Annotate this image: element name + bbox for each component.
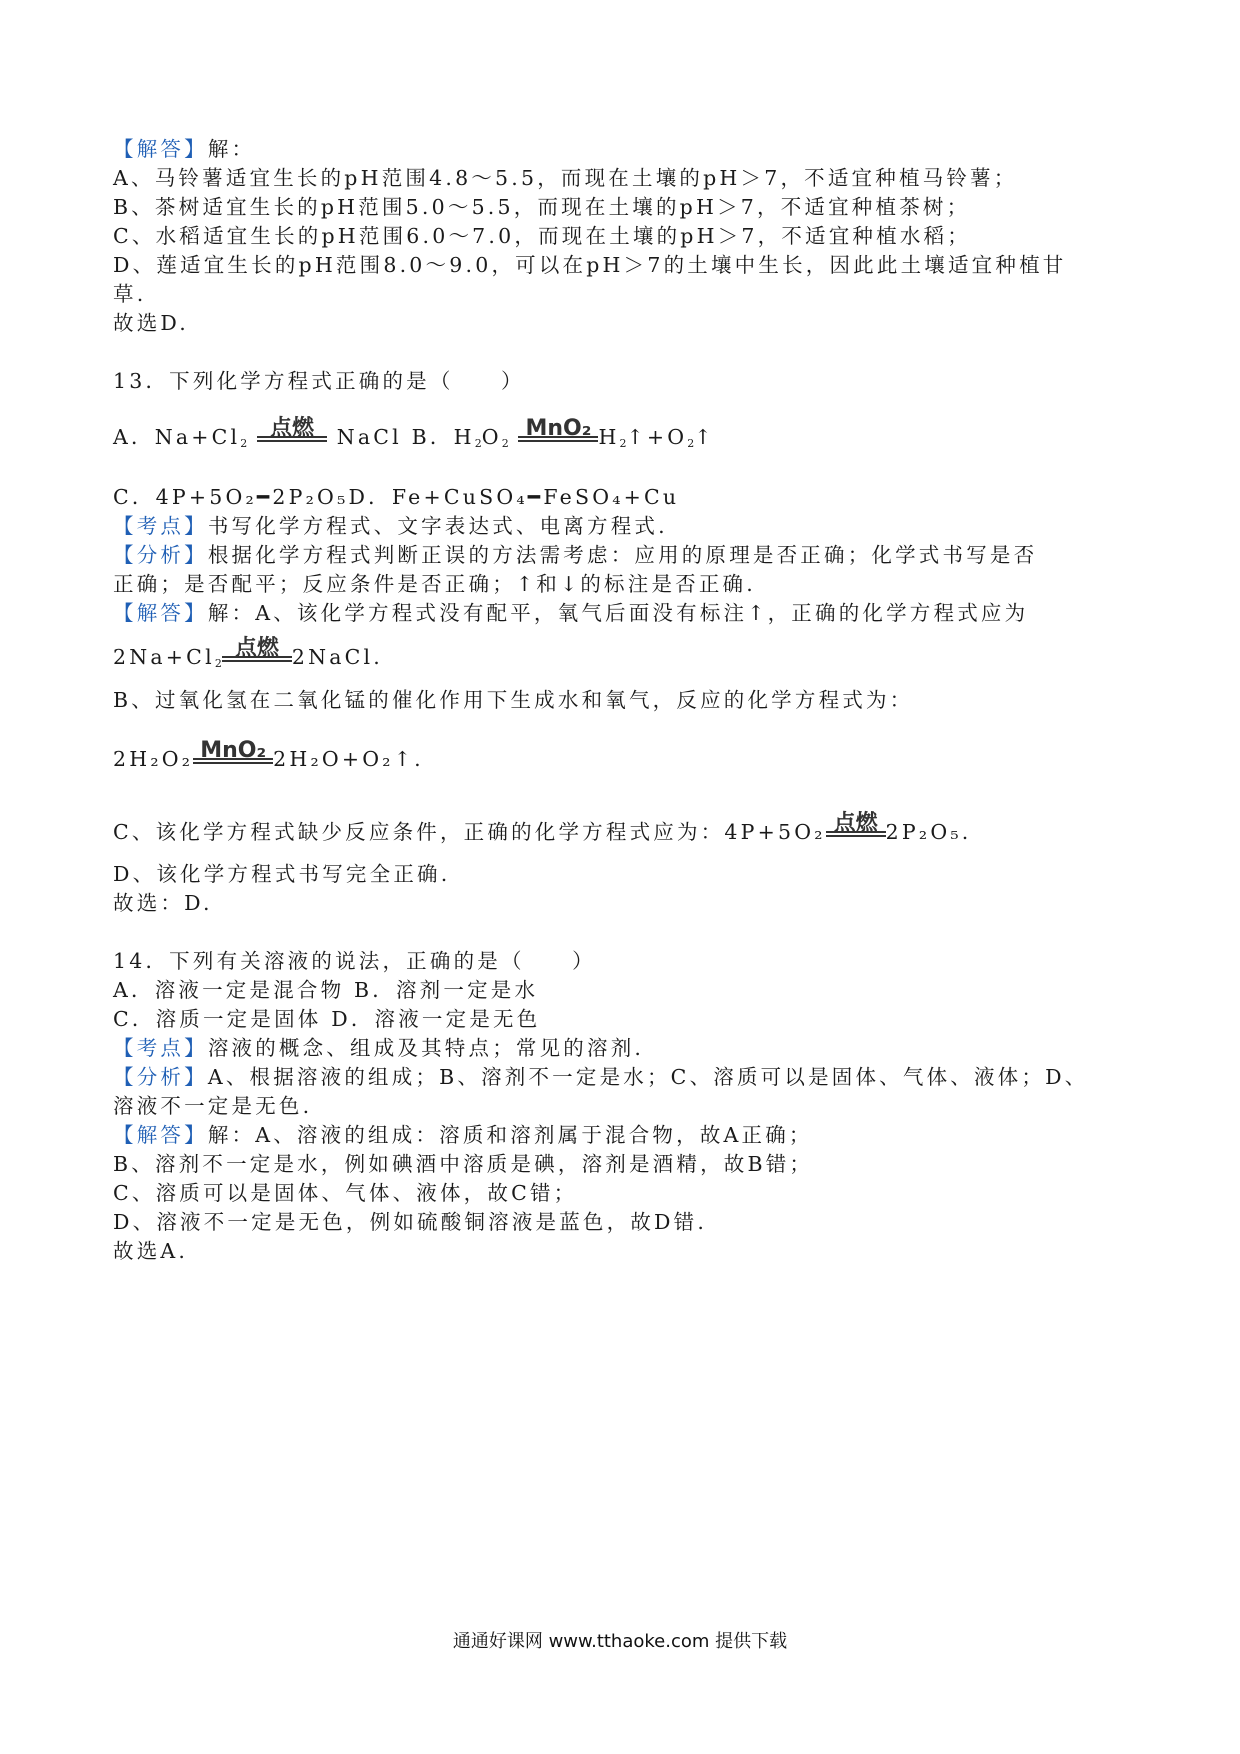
line-c-pre: C、该化学方程式缺少反应条件，正确的化学方程式应为：4P+5O₂: [113, 820, 826, 844]
q13-eq-b: [113, 738, 424, 774]
jieda-text: 解：A、溶液的组成：溶质和溶剂属于混合物，故A正确；: [207, 1123, 813, 1147]
q13-opt-b-arrow: ↑: [694, 425, 715, 449]
condition-label: MnO₂: [200, 738, 267, 763]
footer-source: 通通好课网 www.tthaoke.com 提供下载: [452, 1631, 788, 1652]
q13-options-cd: C．4P+5O₂━2P₂O₅D．Fe+CuSO₄━FeSO₄+Cu: [113, 485, 680, 509]
q14-kaodian: [113, 1033, 644, 1063]
q12-line-d2: 草.: [113, 282, 147, 306]
q13-kaodian: [113, 511, 668, 541]
q12-line-a: A、马铃薯适宜生长的pH范围4.8～5.5，而现在土壤的pH＞7，不适宜种植马铃薯；: [113, 166, 1018, 190]
q14-options-ab: A．溶液一定是混合物 B．溶剂一定是水: [113, 978, 539, 1002]
q13-opt-b-o: O: [481, 425, 502, 449]
q12-answer-line: [113, 134, 255, 164]
q13-fenxi1: [113, 540, 1037, 570]
q13-question: 13．下列化学方程式正确的是（ ）: [113, 369, 525, 393]
answer-tag: 【解答】: [113, 137, 208, 161]
q12-line-b: B、茶树适宜生长的pH范围5.0～5.5，而现在土壤的pH＞7，不适宜种植茶树；: [113, 195, 971, 219]
q14-conclusion: 故选A.: [113, 1239, 189, 1263]
q13-fenxi2: 正确；是否配平；反应条件是否正确；↑和↓的标注是否正确.: [113, 572, 756, 596]
q12-line-c: C、水稻适宜生长的pH范围6.0～7.0，而现在土壤的pH＞7，不适宜种植水稻；: [113, 224, 971, 248]
eq-a-post: 2NaCl.: [291, 645, 383, 669]
jieda-tag: 【解答】: [113, 601, 208, 625]
fenxi-tag: 【分析】: [113, 543, 208, 567]
eq-a-pre: 2Na+Cl: [113, 645, 215, 669]
q14-line-c: C、溶质可以是固体、气体、液体，故C错；: [113, 1181, 578, 1205]
eq-b-pre: 2H₂O₂: [113, 747, 194, 771]
q14-options-cd: C．溶质一定是固体 D．溶液一定是无色: [113, 1007, 541, 1031]
q13-opt-b-h: H: [598, 425, 620, 449]
q14-line-d: D、溶液不一定是无色，例如硫酸铜溶液是蓝色，故D错.: [113, 1210, 708, 1234]
q12-conclusion: 故选D.: [113, 311, 190, 335]
q13-conclusion: 故选：D.: [113, 891, 213, 915]
q13-line-b: B、过氧化氢在二氧化锰的催化作用下生成水和氧气，反应的化学方程式为：: [113, 688, 914, 712]
q14-fenxi1: [113, 1062, 1088, 1092]
q14-fenxi2: 溶液不一定是无色.: [113, 1094, 313, 1118]
answer-intro: 解：: [207, 137, 256, 161]
q12-line-d1: D、莲适宜生长的pH范围8.0～9.0，可以在pH＞7的土壤中生长，因此此土壤适宜种植甘: [113, 253, 1067, 277]
q13-opt-a-post: NaCl B．H: [336, 425, 475, 449]
fenxi-tag: 【分析】: [113, 1065, 208, 1089]
q13-options-ab: A．$Na+Cl_2$ 点燃 NaCl B．$H_2O_2$ MnO₂ $H_2↑+O_2↑$: [113, 416, 715, 450]
q13-jieda1: [113, 598, 1028, 628]
eq-b-post: 2H₂O+O₂↑.: [273, 747, 424, 771]
q14-jieda1: [113, 1120, 813, 1150]
condition-label: MnO₂: [525, 416, 592, 441]
q13-opt-b-mid: ↑+O: [626, 425, 688, 449]
condition-label: 点燃: [833, 811, 878, 836]
q13-line-c: [113, 811, 972, 847]
condition-label: 点燃: [234, 636, 279, 661]
q14-line-b: B、溶剂不一定是水，例如碘酒中溶质是碘，溶剂是酒精，故B错；: [113, 1152, 814, 1176]
jieda-tag: 【解答】: [113, 1123, 208, 1147]
q13-opt-a-pre: A．Na+Cl: [113, 425, 241, 449]
q13-line-d: D、该化学方程式书写完全正确.: [113, 862, 451, 886]
q13-eq-a: $2Na+Cl_2$ 点燃 2NaCl.: [113, 636, 383, 670]
kaodian-tag: 【考点】: [113, 1036, 208, 1060]
condition-label: 点燃: [270, 416, 315, 441]
q14-question: 14．下列有关溶液的说法，正确的是（ ）: [113, 949, 596, 973]
kaodian-tag: 【考点】: [113, 514, 208, 538]
eq-c-post: 2P₂O₅.: [885, 820, 972, 844]
jieda-text: 解：A、该化学方程式没有配平，氧气后面没有标注↑，正确的化学方程式应为: [207, 601, 1029, 625]
kaodian-text: 溶液的概念、组成及其特点；常见的溶剂.: [207, 1036, 645, 1060]
fenxi-text: A、根据溶液的组成；B、溶剂不一定是水；C、溶质可以是固体、气体、液体；D、: [207, 1065, 1089, 1089]
fenxi-text: 根据化学方程式判断正误的方法需考虑：应用的原理是否正确；化学式书写是否: [207, 543, 1038, 567]
kaodian-text: 书写化学方程式、文字表达式、电离方程式.: [207, 514, 668, 538]
